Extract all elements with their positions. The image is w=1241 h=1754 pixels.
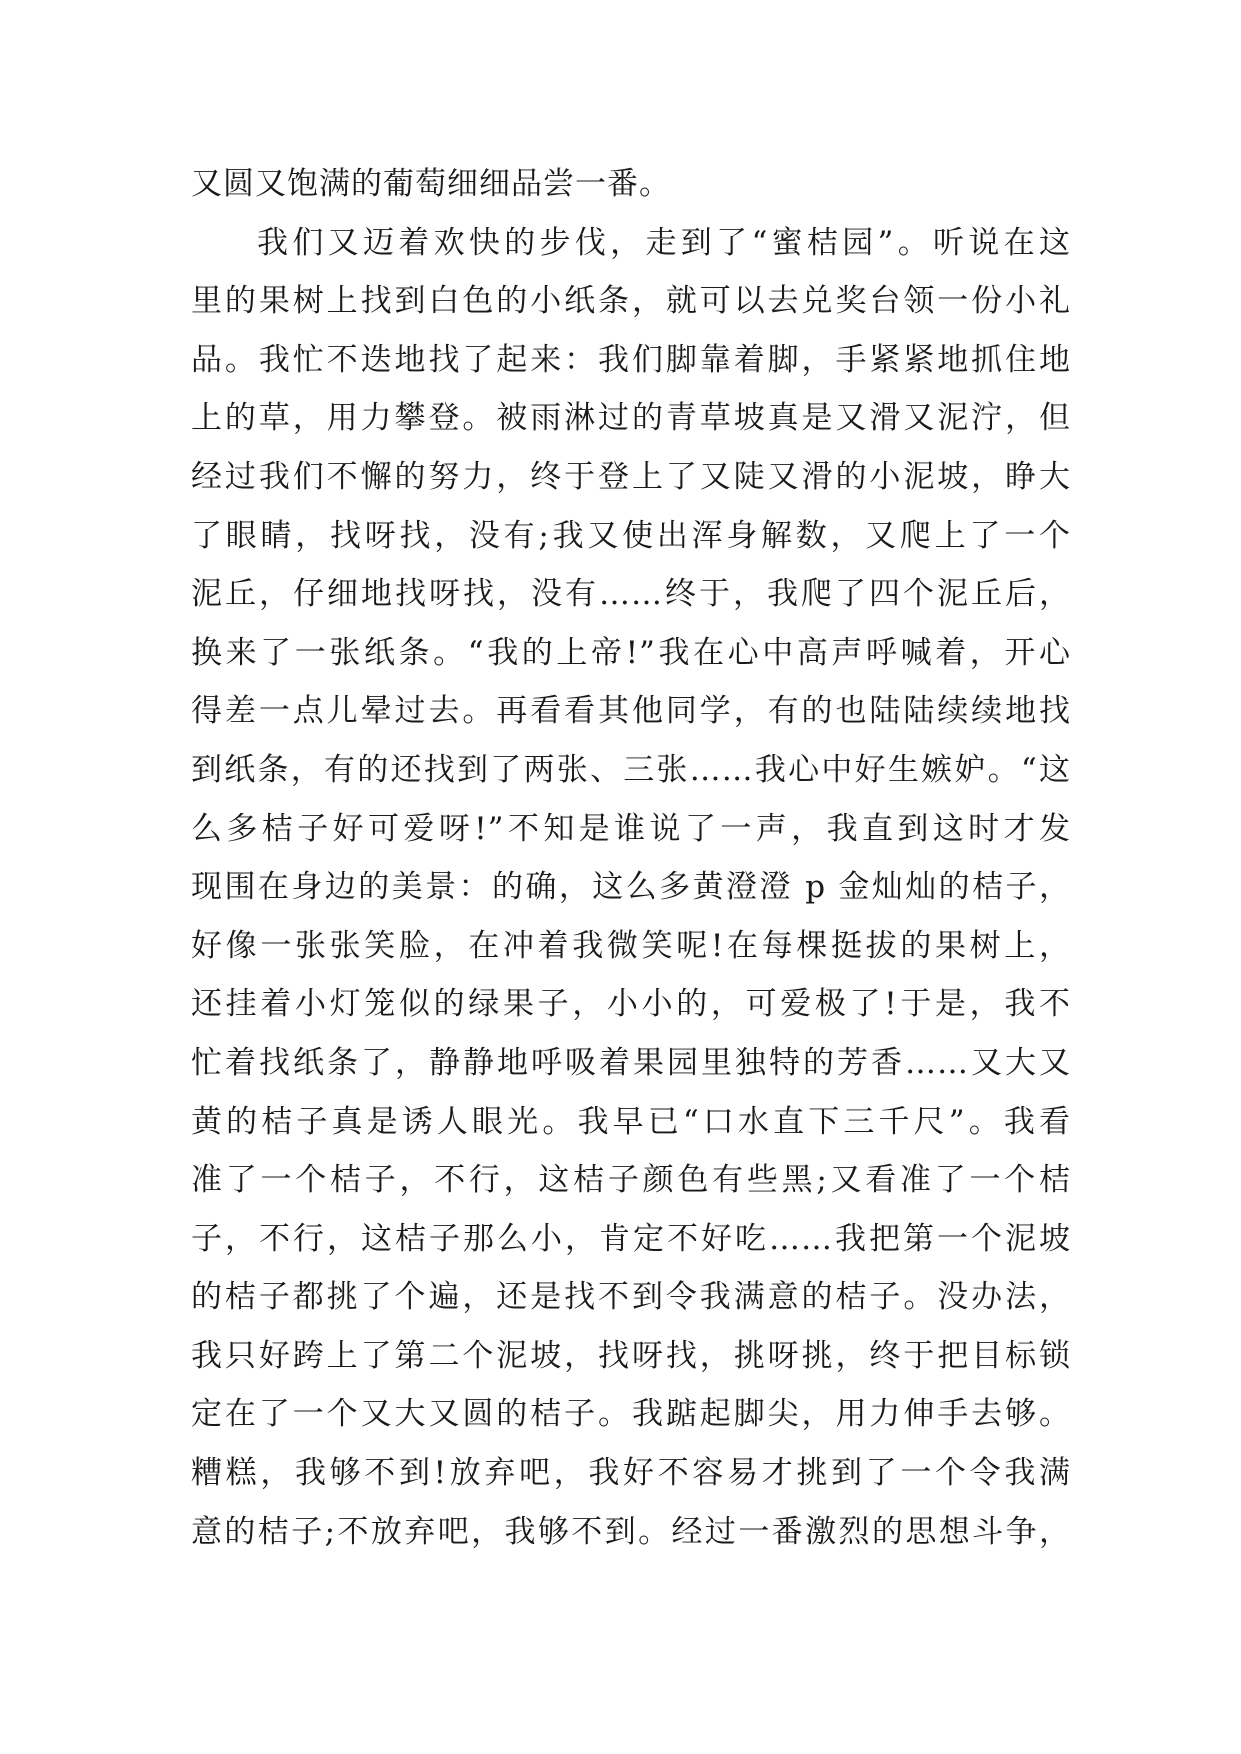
text-line: 得差一点儿晕过去。再看看其他同学，有的也陆陆续续地找 [191, 693, 1071, 730]
text-line: 泥丘，仔细地找呀找，没有……终于，我爬了四个泥丘后， [191, 576, 1071, 613]
text-line: 了眼睛，找呀找，没有;我又使出浑身解数，又爬上了一个 [191, 517, 1071, 554]
text-line: 忙着找纸条了，静静地呼吸着果园里独特的芳香……又大又 [191, 1044, 1071, 1081]
text-line: 么多桔子好可爱呀!”不知是谁说了一声，我直到这时才发 [191, 810, 1071, 847]
text-line: 的桔子都挑了个遍，还是找不到令我满意的桔子。没办法， [191, 1279, 1071, 1316]
text-line: 还挂着小灯笼似的绿果子，小小的，可爱极了!于是，我不 [191, 986, 1071, 1023]
text-line: 经过我们不懈的努力，终于登上了又陡又滑的小泥坡，睁大 [191, 458, 1071, 495]
text-line: 我只好跨上了第二个泥坡，找呀找，挑呀挑，终于把目标锁 [191, 1337, 1071, 1374]
text-line: 准了一个桔子，不行，这桔子颜色有些黑;又看准了一个桔 [191, 1162, 1071, 1199]
text-line: 好像一张张笑脸，在冲着我微笑呢!在每棵挺拔的果树上， [191, 927, 1071, 964]
text-line: 品。我忙不迭地找了起来：我们脚靠着脚，手紧紧地抓住地 [191, 341, 1071, 378]
text-line: 到纸条，有的还找到了两张、三张……我心中好生嫉妒。“这 [191, 751, 1071, 788]
paragraph-first-line: 我们又迈着欢快的步伐，走到了“蜜桔园”。听说在这 [257, 224, 1071, 261]
text-line: 现围在身边的美景：的确，这么多黄澄澄 p 金灿灿的桔子， [191, 869, 1071, 906]
text-line: 黄的桔子真是诱人眼光。我早已“口水直下三千尺”。我看 [191, 1103, 1071, 1140]
text-line: 子，不行，这桔子那么小，肯定不好吃……我把第一个泥坡 [191, 1220, 1071, 1257]
text-line: 糟糕，我够不到!放弃吧，我好不容易才挑到了一个令我满 [191, 1455, 1071, 1492]
text-line: 换来了一张纸条。“我的上帝!”我在心中高声呼喊着，开心 [191, 634, 1071, 671]
text-line: 定在了一个又大又圆的桔子。我踮起脚尖，用力伸手去够。 [191, 1396, 1071, 1433]
text-line: 又圆又饱满的葡萄细细品尝一番。 [191, 166, 671, 202]
text-line: 里的果树上找到白色的小纸条，就可以去兑奖台领一份小礼 [191, 283, 1071, 320]
text-line: 意的桔子;不放弃吧，我够不到。经过一番激烈的思想斗争， [191, 1513, 1071, 1550]
essay-body [191, 155, 1071, 1561]
text-line: 上的草，用力攀登。被雨淋过的青草坡真是又滑又泥泞，但 [191, 400, 1071, 437]
